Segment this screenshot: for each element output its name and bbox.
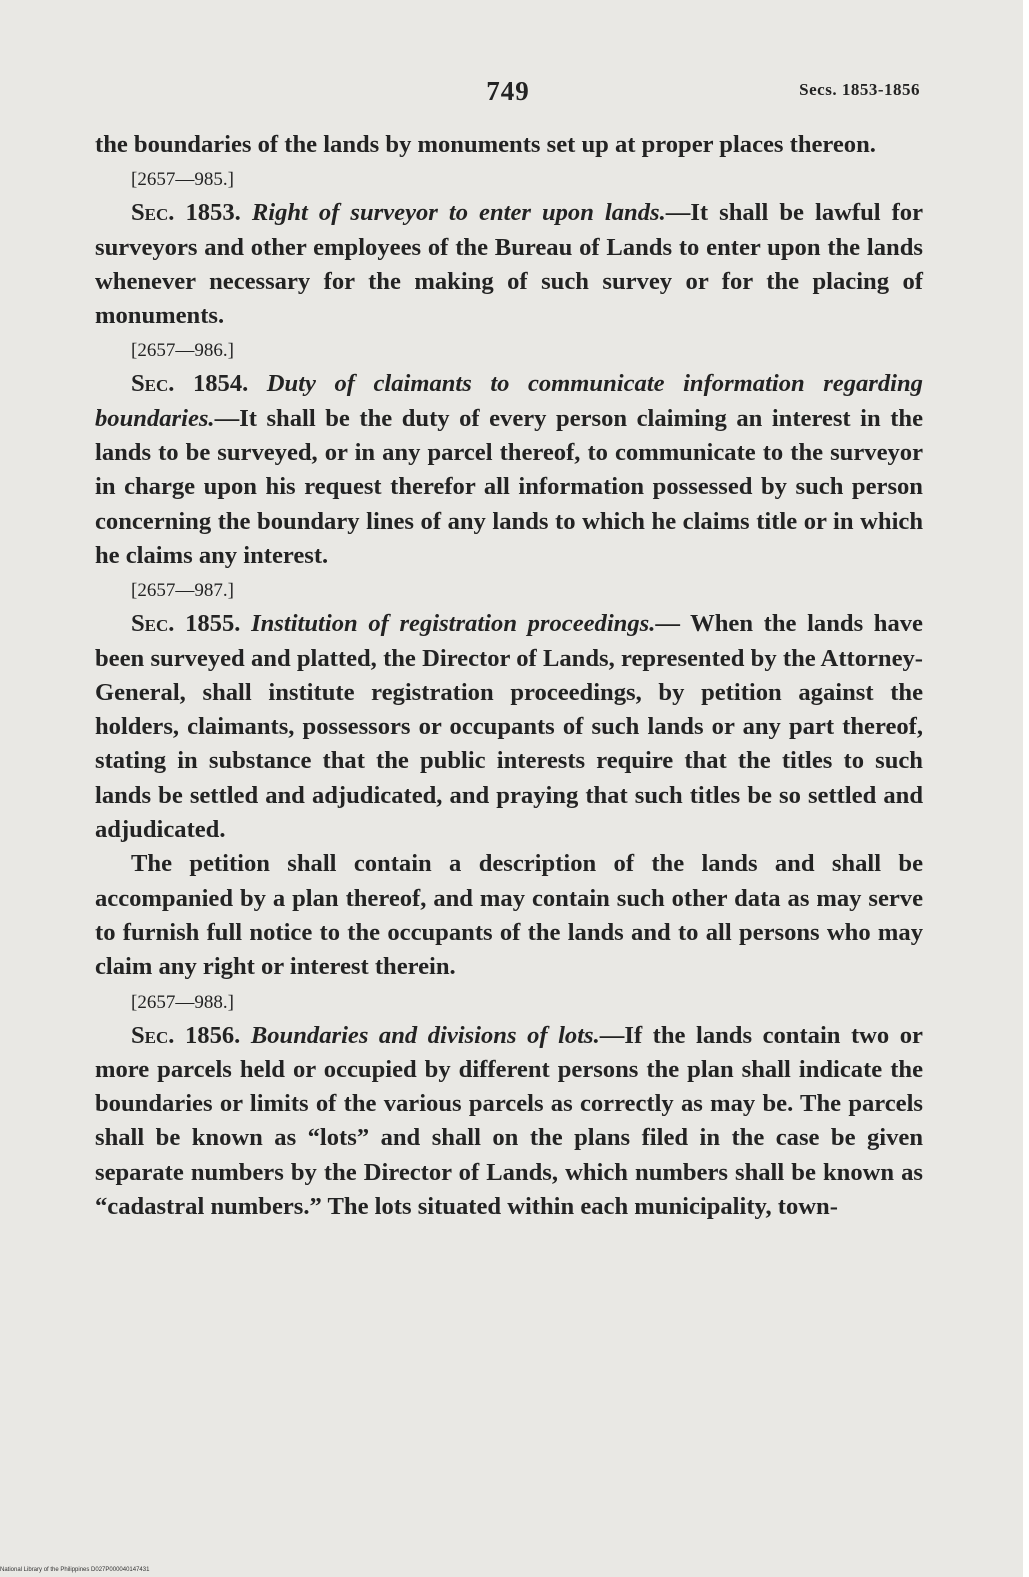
- section-heading: Institution of registration proceedings.: [251, 610, 656, 638]
- section-heading: Duty of claimants to communicate information regarding boundaries.: [95, 370, 923, 432]
- citation-1853: [2657—985.]: [131, 169, 234, 191]
- section-1856: [95, 1019, 923, 1225]
- section-1855-continuation: The petition shall contain a description of the lands and shall be accompanied by a plan thereof, and may contain such other data as may serve to furnish full notice to the occupants of the lands and to all persons who may claim any right or interest therein.: [95, 850, 923, 981]
- page-header: [96, 76, 920, 110]
- section-body: —It shall be the duty of every person claiming an interest in the lands to be surveyed, or in any parcel thereof, to communicate to the surveyor in charge upon his request therefor all information possessed by such person concerning the boundary lines of any lands to which he claims title or in which he claims any interest.: [95, 404, 923, 569]
- section-1853: [95, 196, 923, 333]
- section-label: Sec. 1853.: [131, 199, 241, 227]
- citation-1854: [2657—986.]: [131, 340, 234, 362]
- document-body: [95, 128, 923, 1224]
- scan-footer: National Library of the Philippines D027P000040147431: [0, 1567, 150, 1573]
- section-body: — When the lands have been surveyed and platted, the Director of Lands, represented by the Attorney-General, shall institute registration proceedings, by petition against the holders, claimants, possessors or occupants of such lands or any part thereof, stating in substance that the public interests require that the titles to such lands be settled and adjudicated, and praying that such titles be so settled and adjudicated.: [95, 610, 923, 844]
- section-heading: Right of surveyor to enter upon lands.: [251, 199, 666, 227]
- section-1854: [95, 367, 923, 573]
- section-label: Sec. 1856.: [131, 1021, 241, 1049]
- section-label: Sec. 1855.: [131, 610, 241, 638]
- section-body: —If the lands contain two or more parcels held or occupied by different persons the plan shall indicate the boundaries or limits of the various parcels as correctly as may be. The parcels shall be known as “lots” and shall on the plans filed in the case be given separate numbers by the Director of Lands, which numbers shall be known as “cadastral numbers.” The lots situated within each municipality, town-: [95, 1021, 923, 1221]
- section-label: Sec. 1854.: [131, 370, 249, 398]
- page-number: 749: [486, 76, 530, 106]
- citation-1856: [2657—988.]: [131, 991, 234, 1013]
- sections-range: Secs. 1853-1856: [799, 80, 920, 99]
- section-heading: Boundaries and divisions of lots.: [250, 1021, 600, 1049]
- citation-1855: [2657—987.]: [131, 580, 234, 602]
- section-1855: [95, 607, 923, 847]
- opening-paragraph: the boundaries of the lands by monuments set up at proper places thereon.: [95, 131, 876, 158]
- section-body: —It shall be lawful for surveyors and other employees of the Bureau of Lands to enter upon the lands whenever necessary for the making of such survey or for the placing of monuments.: [95, 199, 924, 330]
